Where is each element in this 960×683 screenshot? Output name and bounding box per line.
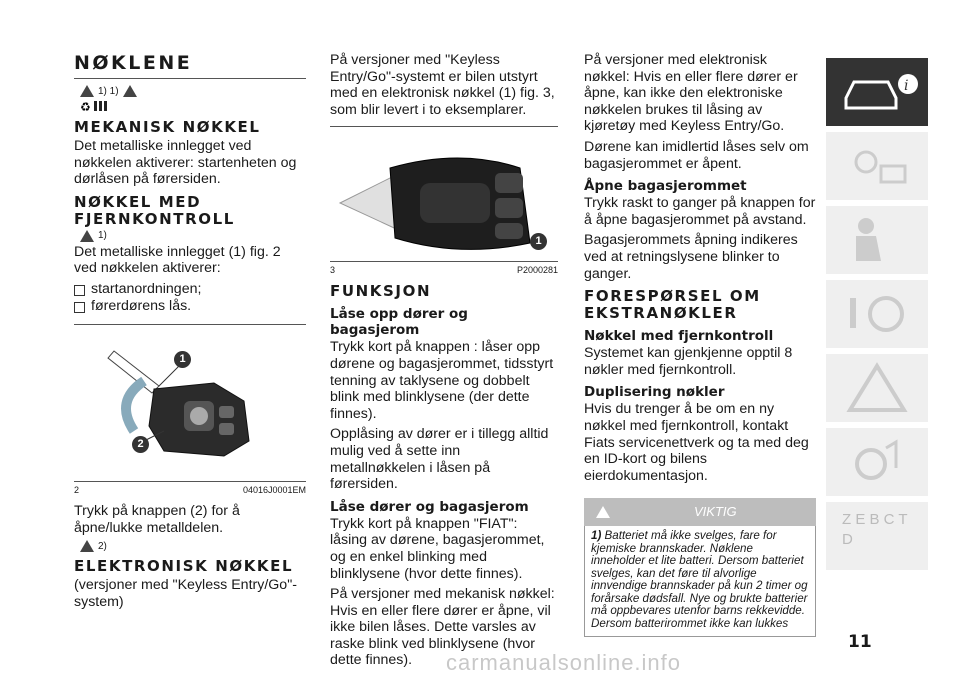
section-title: NØKLENE xyxy=(74,52,193,74)
warning-ref: 2) xyxy=(80,540,306,552)
warning-lights-icon[interactable] xyxy=(826,132,928,200)
figure-3-key xyxy=(330,133,558,261)
figure-caption xyxy=(74,481,306,495)
car-info-icon[interactable] xyxy=(826,58,928,126)
seat-airbag-icon[interactable] xyxy=(826,206,928,274)
lock-heading: Låse dører og bagasjerom xyxy=(330,498,529,515)
chapter-sidebar xyxy=(826,58,928,576)
environment-icon xyxy=(80,99,306,113)
warning-icon xyxy=(596,506,610,518)
trunk-text-2: Bagasjerommets åpning indikeres ved at retningslysene blinker to ganger. xyxy=(584,232,798,282)
remote-key-heading: NØKKEL MED FJERNKONTROLL xyxy=(74,192,235,228)
paragraph: Dørene kan imidlertid låses selv om bagasjerommet er åpent. xyxy=(584,138,809,172)
electronic-key-heading: ELEKTRONISK NØKKEL xyxy=(74,557,294,576)
divider xyxy=(74,324,306,325)
key-steering-icon[interactable] xyxy=(826,280,928,348)
svg-text:♻: ♻ xyxy=(80,100,91,113)
column-3 xyxy=(584,52,816,637)
unlock-heading: Låse opp dører og bagasjerom xyxy=(330,306,468,339)
hazard-triangle-icon[interactable] xyxy=(826,354,928,422)
index-letters-icon[interactable]: Z E B C T D xyxy=(826,502,928,570)
remote-key-subheading: Nøkkel med fjernkontroll xyxy=(584,328,774,345)
warning-refs: 1) 1) xyxy=(80,85,306,97)
duplicate-text: Hvis du trenger å be om en ny nøkkel med fjernkontroll, kontakt Fiats servicenettverk og ta med deg en ID-kort og bilens eierdokumentasjon. xyxy=(584,401,809,484)
divider xyxy=(330,126,558,127)
figure-number: 2 xyxy=(74,485,80,496)
important-label: VIKTIG xyxy=(694,504,737,520)
electronic-key-text: (versjoner med "Keyless Entry/Go"-system) xyxy=(74,577,297,610)
trunk-heading: Åpne bagasjerommet xyxy=(584,178,747,195)
flip-text: Trykk på knappen (2) for å åpne/lukke metalldelen. xyxy=(74,503,240,536)
mechanical-key-text: Det metalliske innlegget ved nøkkelen aktiverer: startenheten og dørlåsen på førersiden. xyxy=(74,138,297,188)
electronic-key-intro: På versjoner med "Keyless Entry/Go"-systemt er bilen utstyrt med en elektronisk nøkkel (1) fig. 3, som blir levert i to eksemplarer. xyxy=(330,52,555,118)
callout-1: 1 xyxy=(174,351,191,368)
duplicate-heading: Duplisering nøkler xyxy=(584,384,725,401)
trunk-text: Trykk raskt to ganger på knappen for å åpne bagasjerommet på avstand. xyxy=(584,195,816,228)
flip-key-illustration xyxy=(74,331,306,481)
note-number: 1) xyxy=(591,529,602,543)
warning-icon xyxy=(80,230,94,242)
lock-text-2: På versjoner med mekanisk nøkkel: Hvis en eller flere dører er åpne, vil ikke bilen låses. Dette varsles av raske blink ved blinklysene (hvor dette finnes). xyxy=(330,586,555,669)
callout-1: 1 xyxy=(530,233,547,250)
important-note xyxy=(584,526,816,637)
multimedia-icon[interactable] xyxy=(826,428,928,496)
extra-keys-heading: FORESPØRSEL OM EKSTRANØKLER xyxy=(584,287,761,323)
checkbox-icon xyxy=(74,285,85,296)
column-1 xyxy=(74,52,306,615)
warning-icon xyxy=(80,85,94,97)
figure-code: P2000281 xyxy=(516,265,558,276)
divider xyxy=(74,78,306,79)
note-text: Batteriet må ikke svelges, fare for kjemiske brannskader. Nøklene inneholder et lite batteri. Dersom batteriet svelges, kan det føre til alvorlige innvendige brannskader på kun 2 timer og forårsake dødsfall. Nye og brukte batterier må oppbevares utenfor barns rekkevidde. Dersom batterirommet ikke kan lukkes xyxy=(591,529,808,630)
unlock-text: Trykk kort på knappen : låser opp dørene og bagasjerommet, tidsstyrt tenning av taklysene og dobbelt blink med blinklysene (der dette finnes). xyxy=(330,339,554,422)
lock-text: Trykk kort på knappen "FIAT": låsing av dørene, bagasjerommet, og en enkel blinking med blinklysene (hvor dette finnes). xyxy=(330,515,545,582)
warning-ref: 1) xyxy=(80,230,306,242)
checkbox-icon xyxy=(74,302,85,313)
figure-number: 3 xyxy=(330,265,336,276)
important-banner xyxy=(584,498,816,526)
figure-caption xyxy=(330,261,558,275)
svg-text:i: i xyxy=(904,78,909,94)
callout-2: 2 xyxy=(132,436,149,453)
unlock-text-2: Opplåsing av dører er i tillegg alltid mulig ved å sette inn metallnøkkelen i låsen på førersiden. xyxy=(330,426,549,493)
mechanical-key-heading: MEKANISK NØKKEL xyxy=(74,118,261,136)
column-2 xyxy=(330,52,558,673)
figure-2-key xyxy=(74,331,306,481)
paragraph: På versjoner med elektronisk nøkkel: Hvis en eller flere dører er åpne, kan ikke den elektroniske nøkkelen brukes til låsing av kjøretøy med Keyless Entry/Go. xyxy=(584,52,798,135)
function-heading: FUNKSJON xyxy=(330,282,432,301)
warning-icon xyxy=(80,540,94,552)
watermark: carmanualsonline.info xyxy=(446,650,682,675)
page-number: 11 xyxy=(848,632,872,652)
warning-icon xyxy=(123,85,137,97)
remote-key-text: Det metalliske innlegget (1) fig. 2 ved nøkkelen aktiverer: xyxy=(74,243,281,277)
smart-key-illustration xyxy=(330,133,558,261)
remote-key-subtext: Systemet kan gjenkjenne opptil 8 nøkler med fjernkontroll. xyxy=(584,345,793,378)
bullet-item: startanordningen; xyxy=(74,281,306,298)
figure-code: 04016J0001EM xyxy=(242,485,306,496)
bullet-item: førerdørens lås. xyxy=(74,298,306,315)
